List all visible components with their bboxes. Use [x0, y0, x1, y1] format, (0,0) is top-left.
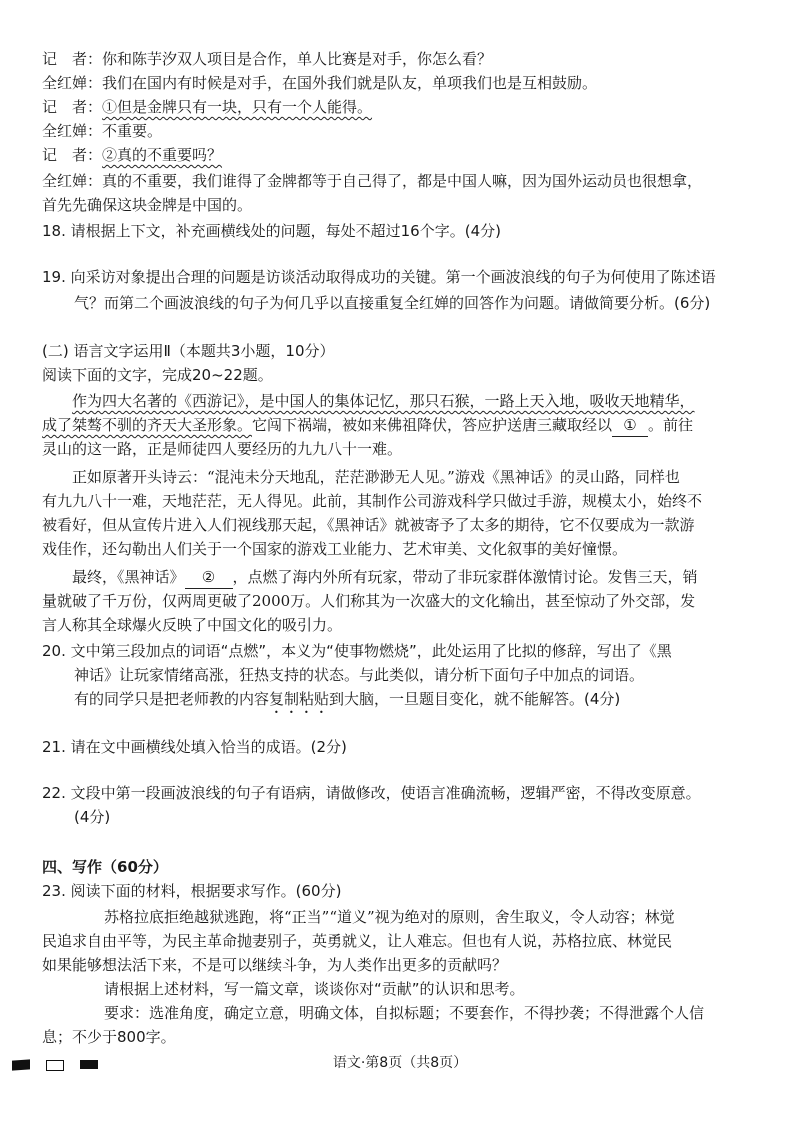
passage-p1-line-2 — [42, 414, 782, 437]
speaker-reporter: 记 者： — [42, 98, 103, 116]
passage-p2-line-1: 正如原著开头诗云：“混沌未分天地乱，茫茫渺渺无人见。”游戏《黑神话》的灵山路，同样也 — [72, 468, 680, 486]
section-2-intro: 阅读下面的文字，完成20~22题。 — [42, 366, 273, 384]
page-footer: 语文·第8页（共8页） — [332, 1055, 468, 1071]
question-22-line-2: (4分) — [74, 808, 111, 826]
interview-line-7: 首先先确保这块金牌是中国的。 — [42, 196, 253, 214]
interview-line-1: 记 者：你和陈芋汐双人项目是合作，单人比赛是对手，你怎么看？ — [42, 50, 493, 68]
passage-p1-line-3: 灵山的这一路，正是师徒四人要经历的九九八十一难。 — [42, 440, 403, 458]
material-line-2: 民追求自由平等，为民主革命抛妻别子，英勇就义，让人难忘。但也有人说，苏格拉底、林觉民 — [42, 932, 673, 950]
question-19-line-1: 19. 向采访对象提出合理的问题是访谈活动取得成功的关键。第一个画波浪线的句子为何使用了陈述语 — [42, 268, 716, 286]
passage-p1-line-1 — [72, 390, 784, 412]
wavy-sentence-part-1: 作为四大名著的《西游记》，是中国人的集体记忆，那只石猴，一路上天入地，吸收天地精华， — [72, 392, 695, 410]
material-line-1: 苏格拉底拒绝越狱逃跑，将“正当”“道义”视为绝对的原则，舍生取义，令人动容；林觉 — [104, 908, 675, 926]
example-sentence: 到大脑，一旦题目变化，就不能解答。(4分) — [329, 690, 621, 708]
interview-line-3 — [42, 96, 782, 118]
passage-p3-line-3: 言人称其全球爆火反映了中国文化的吸引力。 — [42, 616, 343, 634]
question-19-line-2: 气？而第二个画波浪线的句子为何几乎以直接重复全红婵的回答作为问题。请做简要分析。(6分) — [74, 294, 711, 312]
passage-p2-line-2: 有九九八十一难，天地茫茫，无人得见。此前，其制作公司游戏科学只做过手游，规模太小，始终不 — [42, 492, 703, 510]
question-22-line-1: 22. 文段中第一段画波浪线的句子有语病，请做修改，使语言准确流畅，逻辑严密，不得改变原意。 — [42, 784, 701, 802]
example-sentence: 有的同学只是把老师教的内容 — [74, 690, 270, 708]
writing-requirements-line-2: 息；不少于800字。 — [42, 1028, 176, 1046]
passage-p3-line-2: 量就破了千万份，仅两周更破了2000万。人们称其为一次盛大的文化输出，甚至惊动了外交部，发 — [42, 592, 696, 610]
blank-1: ① — [612, 414, 648, 437]
passage-text: 最终，《黑神话》 — [72, 568, 185, 586]
passage-text: 它闯下祸端，被如来佛祖降伏，答应护送唐三藏取经以 — [252, 416, 613, 434]
dotted-word: 复制粘贴 — [269, 690, 330, 708]
wavy-sentence-part-2: 成了桀骜不驯的齐天大圣形象。 — [42, 416, 253, 434]
section-2-title: (二) 语言文字运用Ⅱ（本题共3小题，10分） — [42, 342, 335, 360]
wavy-question-1: ①但是金牌只有一块，只有一个人能得。 — [102, 98, 373, 116]
passage-p2-line-3: 被看好，但从宣传片进入人们视线那天起，《黑神话》就被寄予了太多的期待，它不仅要成为一款游 — [42, 516, 695, 534]
question-21: 21. 请在文中画横线处填入恰当的成语。(2分) — [42, 738, 347, 756]
question-20-line-1: 20. 文中第三段加点的词语“点燃”，本义为“使事物燃烧”，此处运用了比拟的修辞，写出了《黑 — [42, 642, 672, 660]
interview-line-5 — [42, 144, 782, 166]
question-20-line-3 — [74, 688, 784, 717]
wavy-question-2: ②真的不重要吗？ — [102, 146, 223, 164]
registration-mark-icon — [80, 1060, 98, 1069]
section-4-title: 四、写作（60分） — [42, 858, 168, 876]
material-line-3: 如果能够想法活下来，不是可以继续斗争，为人类作出更多的贡献吗？ — [42, 956, 508, 974]
question-20-line-2: 神话》让玩家情绪高涨，狂热支持的状态。与此类似，请分析下面句子中加点的词语。 — [74, 666, 645, 684]
passage-text: ，点燃了海内外所有玩家，带动了非玩家群体激情讨论。发售三天，销 — [232, 568, 698, 586]
passage-p3-line-1 — [72, 566, 784, 589]
blank-2: ② — [185, 566, 233, 589]
question-23: 23. 阅读下面的材料，根据要求写作。(60分) — [42, 882, 342, 900]
question-18: 18. 请根据上下文，补充画横线处的问题，每处不超过16个字。(4分) — [42, 222, 501, 240]
writing-requirements-line-1: 要求：选准角度，确定立意，明确文体，自拟标题；不要套作，不得抄袭；不得泄露个人信 — [104, 1004, 705, 1022]
registration-mark-icon — [46, 1060, 64, 1071]
interview-line-2: 全红婵：我们在国内有时候是对手，在国外我们就是队友，单项我们也是互相鼓励。 — [42, 74, 598, 92]
speaker-reporter: 记 者： — [42, 146, 103, 164]
writing-prompt: 请根据上述材料，写一篇文章，谈谈你对“贡献”的认识和思考。 — [104, 980, 525, 998]
passage-p2-line-4: 戏佳作，还勾勒出人们关于一个国家的游戏工业能力、艺术审美、文化叙事的美好憧憬。 — [42, 540, 628, 558]
registration-mark-icon — [12, 1059, 30, 1070]
interview-line-4: 全红婵：不重要。 — [42, 122, 163, 140]
passage-text: 。前往 — [648, 416, 694, 434]
interview-line-6: 全红婵：真的不重要，我们谁得了金牌都等于自己得了，都是中国人嘛，因为国外运动员也很想拿， — [42, 172, 703, 190]
